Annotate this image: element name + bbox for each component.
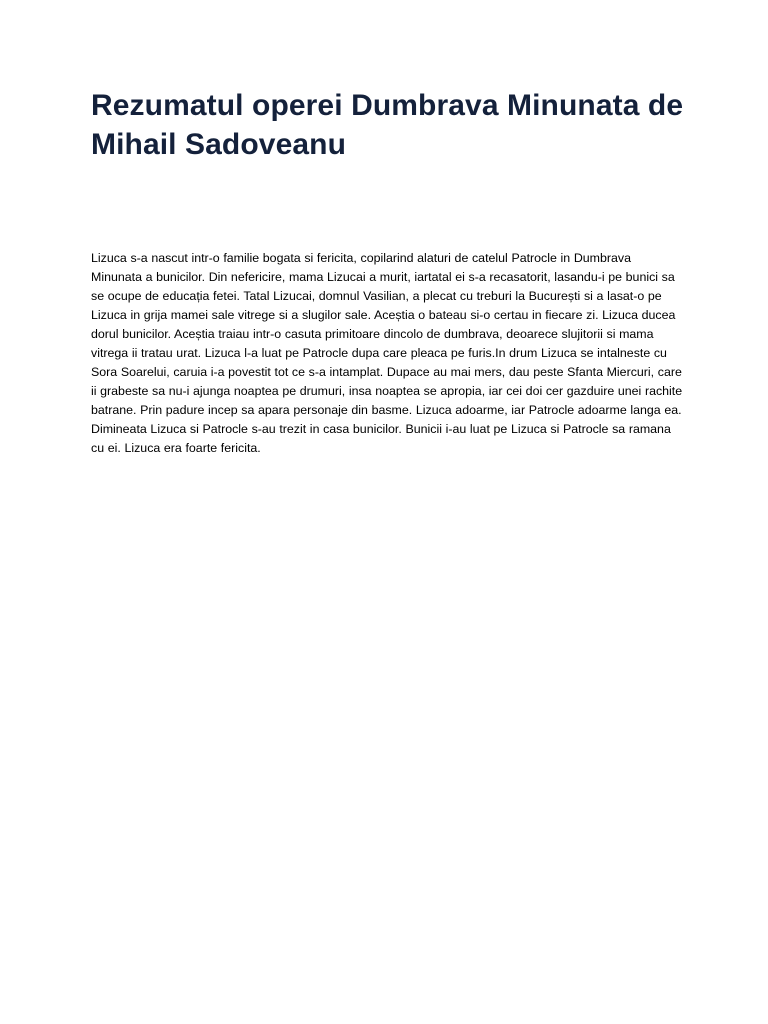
document-title: Rezumatul operei Dumbrava Minunata de Mihail Sadoveanu [91, 89, 684, 161]
document-body-paragraph: Lizuca s-a nascut intr-o familie bogata si fericita, copilarind alaturi de catelul Patrocle in Dumbrava Minunata a bunicilor. Din nefericire, mama Lizucai a murit, iartatal ei s-a recasatorit, lasandu-i pe bunici sa se ocupe de educația fetei. Tatal Lizucai, domnul Vasilian, a plecat cu treburi la București si a lasat-o pe Lizuca in grija mamei sale vitrege si a slugilor sale. Aceștia o bateau si-o certau in fiecare zi. Lizuca ducea dorul bunicilor. Aceștia traiau intr-o casuta primitoare dincolo de dumbrava, deoarece slujitorii si mama vitrega ii tratau urat. Lizuca l-a luat pe Patrocle dupa care pleaca pe furis.In drum Lizuca se intalneste cu Sora Soarelui, caruia i-a povestit tot ce s-a intamplat. Dupace au mai mers, dau peste Sfanta Miercuri, care ii grabeste sa nu-i ajunga noaptea pe drumuri, insa noaptea se apropia, iar cei doi cer gazduire unei rachite batrane. Prin padure incep sa apara personaje din basme. Lizuca adoarme, iar Patrocle adoarme langa ea. Dimineata Lizuca si Patrocle s-au trezit in casa bunicilor. Bunicii i-au luat pe Lizuca si Patrocle sa ramana cu ei. Lizuca era foarte fericita. [91, 251, 683, 455]
